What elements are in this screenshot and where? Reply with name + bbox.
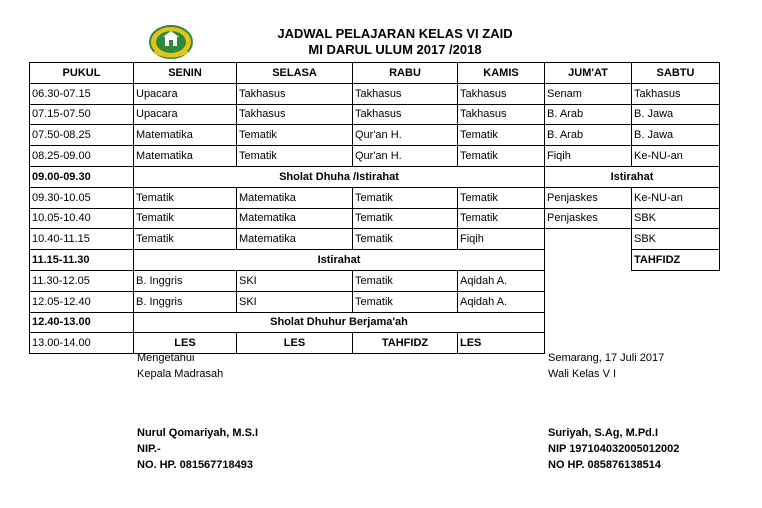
table-cell: B. Jawa [632,125,720,146]
empty-cell [632,270,720,291]
right-signatory [548,425,679,473]
right-sign-name: Suriyah, S.Ag, M.Pd.I [548,427,659,439]
table-row [30,291,720,312]
page-subtitle: MI DARUL ULUM 2017 /2018 [308,42,482,57]
table-header-row [30,63,720,84]
table-cell: B. Inggris [134,291,237,312]
table-cell: Tematik [458,146,545,167]
table-row [30,229,720,250]
time-cell: 10.05-10.40 [30,208,134,229]
table-cell: Tematik [353,291,458,312]
table-cell: Penjaskes [545,208,632,229]
table-cell: Takhasus [237,83,353,104]
table-cell: B. Jawa [632,104,720,125]
table-row [30,146,720,167]
break-cell: Istirahat [134,250,545,271]
table-cell: Ke-NU-an [632,187,720,208]
time-cell: 12.40-13.00 [30,312,134,333]
table-cell: Tematik [353,187,458,208]
table-cell: Matematika [237,187,353,208]
time-cell: 07.15-07.50 [30,104,134,125]
column-header: PUKUL [30,63,134,84]
table-cell: Tematik [458,187,545,208]
table-cell: Aqidah A. [458,270,545,291]
table-cell: Fiqih [458,229,545,250]
break-row [30,312,720,333]
left-sign-name: Nurul Qomariyah, M.S.I [137,427,259,439]
right-sign-line1: Semarang, 17 Juli 2017 [548,352,665,364]
break-row [30,166,720,187]
empty-cell [632,291,720,312]
table-cell: Qur'an H. [353,146,458,167]
time-cell: 09.00-09.30 [30,166,134,187]
table-cell: Tematik [353,208,458,229]
left-signature-block [137,350,223,382]
time-cell: 11.30-12.05 [30,270,134,291]
column-header: KAMIS [458,63,545,84]
page-title: JADWAL PELAJARAN KELAS VI ZAID [277,26,513,41]
table-cell: Tematik [353,270,458,291]
column-header: JUM'AT [545,63,632,84]
table-cell: Tematik [458,208,545,229]
table-cell: Ke-NU-an [632,146,720,167]
empty-cell [545,291,632,312]
table-cell: Tematik [458,125,545,146]
table-row [30,83,720,104]
table-cell: SBK [632,208,720,229]
table-cell: Tematik [134,229,237,250]
table-cell: B. Arab [545,104,632,125]
table-cell: Takhasus [237,104,353,125]
schedule-table [29,62,720,354]
break-row [30,250,720,271]
table-cell: SBK [632,229,720,250]
table-cell: Aqidah A. [458,291,545,312]
empty-cell [545,250,632,271]
table-cell: Matematika [237,208,353,229]
table-cell: Takhasus [458,83,545,104]
table-cell: Takhasus [632,83,720,104]
table-cell: B. Arab [545,125,632,146]
left-sign-nip: NIP.- [137,443,161,455]
time-cell: 07.50-08.25 [30,125,134,146]
break-cell: Sholat Dhuha /Istirahat [134,166,545,187]
table-cell: Takhasus [458,104,545,125]
table-cell: SKI [237,270,353,291]
table-row [30,208,720,229]
table-cell: LES [237,333,353,354]
time-cell: 06.30-07.15 [30,83,134,104]
break-cell: Istirahat [545,166,720,187]
time-cell: 09.30-10.05 [30,187,134,208]
table-row [30,125,720,146]
right-sign-nip: NIP 197104032005012002 [548,443,680,455]
table-cell: Tematik [353,229,458,250]
table-cell: Senam [545,83,632,104]
table-cell: B. Inggris [134,270,237,291]
empty-cell [545,270,632,291]
table-cell: Takhasus [353,104,458,125]
right-sign-phone: NO HP. 085876138514 [548,459,661,471]
time-cell: 12.05-12.40 [30,291,134,312]
table-cell: Upacara [134,104,237,125]
table-cell: Matematika [237,229,353,250]
table-cell: Tematik [134,187,237,208]
time-cell: 08.25-09.00 [30,146,134,167]
table-cell: Penjaskes [545,187,632,208]
break-cell: Sholat Dhuhur Berjama'ah [134,312,545,333]
right-signature-block [548,350,664,382]
table-cell: Tematik [134,208,237,229]
table-cell: LES [458,333,545,354]
table-cell: Takhasus [353,83,458,104]
column-header: SENIN [134,63,237,84]
table-cell: Upacara [134,83,237,104]
table-row [30,187,720,208]
empty-cell [545,229,632,250]
table-cell: Tematik [237,125,353,146]
column-header: RABU [353,63,458,84]
empty-cell [545,312,632,333]
left-signatory [137,425,258,473]
table-cell: Matematika [134,125,237,146]
left-sign-phone: NO. HP. 081567718493 [137,459,253,471]
time-cell: 10.40-11.15 [30,229,134,250]
time-cell: 11.15-11.30 [30,250,134,271]
left-sign-line1: Mengetahui [137,352,195,364]
column-header: SELASA [237,63,353,84]
left-sign-line2: Kepala Madrasah [137,368,224,380]
column-header: SABTU [632,63,720,84]
table-cell: SKI [237,291,353,312]
table-cell: TAHFIDZ [353,333,458,354]
empty-cell [632,312,720,333]
time-cell: 13.00-14.00 [30,333,134,354]
right-sign-line2: Wali Kelas V I [548,368,617,380]
table-cell: Fiqih [545,146,632,167]
table-cell: Matematika [134,146,237,167]
table-cell: LES [134,333,237,354]
table-row [30,270,720,291]
table-cell: Tematik [237,146,353,167]
table-cell: Qur'an H. [353,125,458,146]
table-cell: TAHFIDZ [632,250,720,271]
table-row [30,104,720,125]
